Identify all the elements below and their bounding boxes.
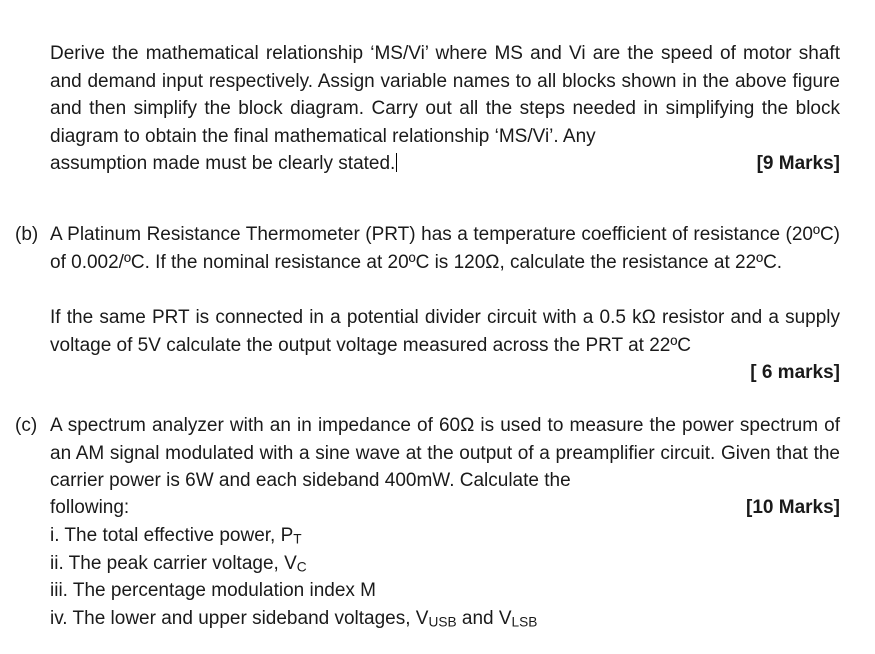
list-item: iii. The percentage modulation index M [50, 580, 377, 601]
part-b-marks: [ 6 marks] [750, 362, 840, 383]
part-a-last-row [50, 150, 840, 178]
part-c-body: A spectrum analyzer with an in impedance of 60Ω is used to measure the power spectrum of an AM signal modulated with a sine wave at the output of a preamplifier circuit. Given that the carrier power is 6W and each sideband 400mW. Calculate the [50, 415, 840, 491]
part-b-label: (b) [15, 224, 39, 245]
text-cursor-icon [396, 153, 397, 172]
part-b-para2: If the same PRT is connected in a potential divider circuit with a 0.5 kΩ resistor and a supply voltage of 5V calculate the output voltage measured across the PRT at 22ºC [50, 307, 840, 356]
part-c-label: (c) [15, 415, 38, 436]
part-c-last-row [50, 494, 840, 522]
part-c-marks: [10 Marks] [746, 497, 840, 518]
list-item: iv. The lower and upper sideband voltages, $V_{USB}$ and $V_{LSB}$ [50, 607, 538, 629]
part-a-marks: [9 Marks] [756, 153, 840, 174]
part-c-list [50, 522, 840, 632]
part-a-body [50, 40, 840, 150]
part-b-para1: A Platinum Resistance Thermometer (PRT) has a temperature coefficient of resistance (20ºC) of 0.002/ºC. If the nominal resistance at 20ºC is 120Ω, calculate the resistance at 22ºC. [50, 224, 840, 273]
part-a-text: Derive the mathematical relationship ‘MS/Vi’ where MS and Vi are the speed of motor shaft and demand input respectively. Assign variable names to all blocks shown in the above figure and then simplify the block diagram. Carry out all the steps needed in simplifying the block diagram to obtain the final mathematical relationship ‘MS/Vi’. Any [50, 43, 840, 147]
list-item: i. The total effective power, $P_T$ [50, 525, 302, 547]
part-c-last-line: following: [50, 497, 130, 518]
part-a-last-line: assumption made must be clearly stated. [50, 153, 396, 174]
list-item: ii. The peak carrier voltage, $V_C$ [50, 552, 307, 574]
